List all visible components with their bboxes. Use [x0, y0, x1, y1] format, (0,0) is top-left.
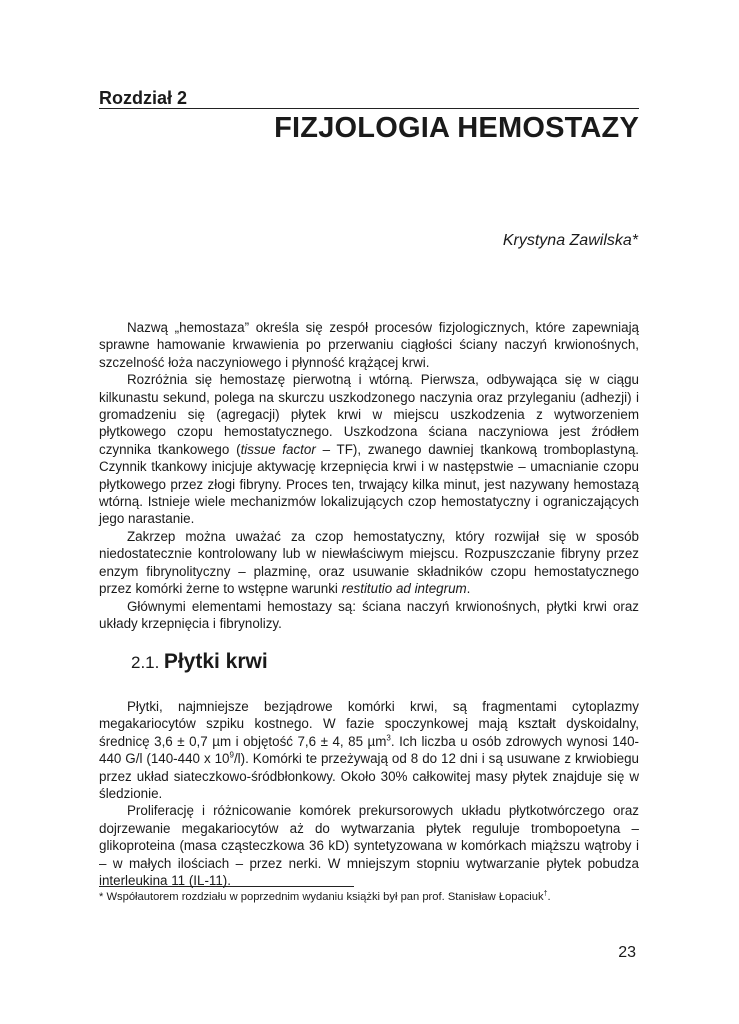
chapter-label: Rozdział 2 [99, 88, 188, 108]
text-span: /l). Komórki te przeżywają od 8 do 12 dni i są usuwane z krwiobiegu przez układ siateczkowo-śródbłonkowy. Około 30% całkowitej masy płytek znajduje się w śledzionie. [99, 751, 640, 802]
paragraph: Proliferację i różnicowanie komórek prekursorowych układu płytkotwórczego oraz dojrzewanie megakariocytów aż do wytwarzania płytek reguluje trombopoetyna – glikoproteina (masa cząsteczkowa 36 kD) syntetyzowana w komórkach miąższu wątroby i – w małych ilościach – przez nerki. W mniejszym stopniu wytwarzanie płytek pobudza interleukina 11 (IL-11). [99, 803, 639, 889]
page-number: 23 [618, 944, 636, 961]
author-name: Krystyna Zawilska* [502, 232, 638, 249]
section-number: 2.1. [131, 653, 160, 672]
text-span: . Ich liczba u osób zdrowych wynosi 140-440 G/l (140-440 x 10 [99, 733, 640, 767]
section-text [99, 698, 639, 889]
dagger-mark: † [543, 890, 548, 898]
paragraph: Głównymi elementami hemostazy są: ściana naczyń krwionośnych, płytki krwi oraz układy krzepnięcia i fibrynolizy. [99, 598, 639, 631]
footnote-text: * Współautorem rozdziału w poprzednim wydaniu książki był pan prof. Stanisław Łopaciuk [99, 891, 544, 903]
footnote-rule [99, 886, 354, 887]
footnote [99, 891, 551, 903]
text-span: Zakrzep można uważać za czop hemostatyczny, który rozwijał się w sposób niedostatecznie kontrolowany lub w niewłaściwym miejscu. Rozpuszczanie fibryny przez enzym fibrynolityczny – plazminę, oraz usuwanie składników czopu hemostatycznego przez komórki żerne to wstępne warunki [99, 528, 639, 597]
intro-text [99, 319, 639, 632]
chapter-title: FIZJOLOGIA HEMOSTAZY [274, 112, 639, 144]
text-span: Rozróżnia się hemostazę pierwotną i wtórną. Pierwsza, odbywająca się w ciągu kilkunastu sekund, polega na skurczu uszkodzonego naczynia oraz przyleganiu (adhezji) i gromadzeniu się (agregacji) płytek krwi w miejscu uszkodzenia z wytworzeniem płytkowego czopu hemostatycznego. Uszkodzona ściana naczyniowa jest źródłem czynnika tkankowego ( [99, 372, 639, 457]
paragraph [99, 371, 639, 528]
text-span: . [466, 581, 471, 597]
superscript: 9 [229, 750, 234, 760]
chapter-rule [99, 108, 639, 109]
footnote-end: . [547, 891, 551, 903]
paragraph: Nazwą „hemostaza” określa się zespół procesów fizjologicznych, które zapewniają sprawne hamowanie krwawienia po przerwaniu ciągłości ściany naczyń krwionośnych, szczelność łoża naczyniowego i płynność krążącej krwi. [99, 320, 639, 370]
paragraph [99, 528, 639, 598]
italic-term: restitutio ad integrum [341, 581, 467, 597]
superscript: 3 [386, 733, 391, 743]
section-heading [131, 650, 268, 674]
section-title: Płytki krwi [163, 650, 268, 673]
paragraph [99, 698, 639, 802]
italic-term: tissue factor [240, 441, 316, 457]
text-span: Płytki, najmniejsze bezjądrowe komórki krwi, są fragmentami cytoplazmy megakariocytów szpiku kostnego. W fazie spoczynkowej mają kształt dyskoidalny, średnicę 3,6 ± 0,7 µm i objętość 7,6 ± 4, 85 µm [99, 699, 639, 749]
text-span: – TF), zwanego dawniej tkankową tromboplastyną. Czynnik tkankowy inicjuje aktywację krzepnięcia krwi i w następstwie – umacnianie czopu płytkowego przez złogi fibryny. Proces ten, trwający kilka minut, jest nazywany hemostazą wtórną. Istnieje wiele mechanizmów lokalizujących czop hemostatyczny i ograniczających jego narastanie. [99, 441, 640, 527]
